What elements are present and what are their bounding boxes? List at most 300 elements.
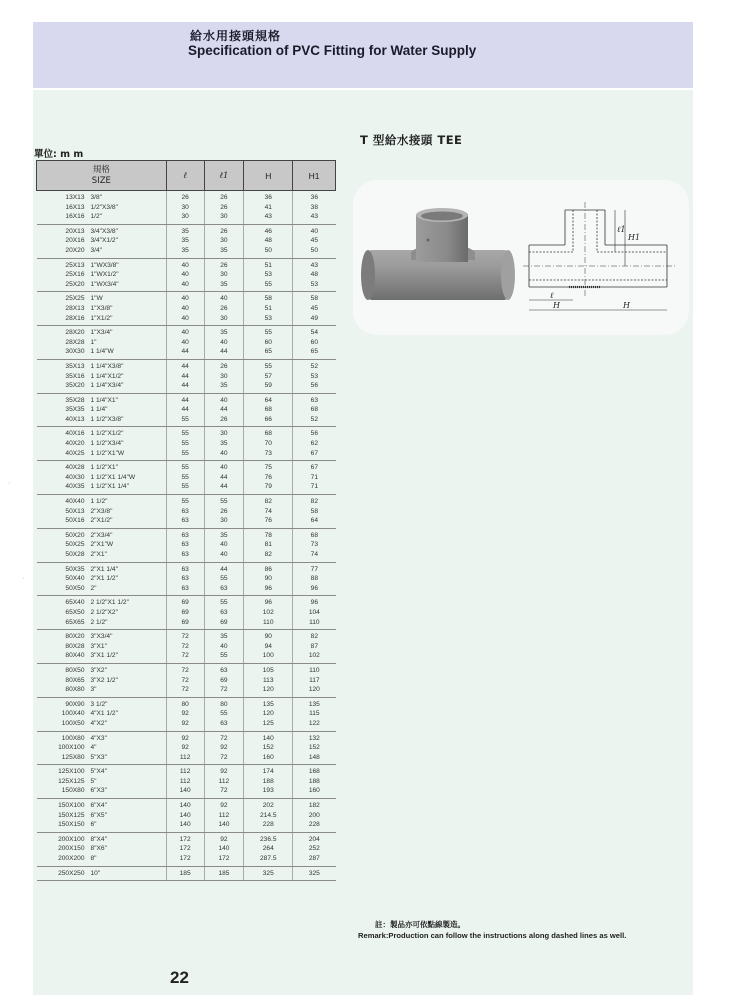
value-H1: 287 [308, 855, 320, 863]
size-inch: 1 1/2"X1" [90, 464, 118, 472]
value-H: 96 [264, 599, 272, 607]
size-cell [37, 731, 167, 765]
size-line [37, 294, 166, 304]
size-line [37, 328, 166, 338]
size-inch: 2 1/2"X2" [90, 608, 118, 616]
value-l: 44 [181, 396, 189, 404]
header-l1: ℓ1 [204, 161, 244, 191]
value-H: 55 [264, 280, 272, 288]
page-number: 22 [170, 968, 189, 987]
size-line [37, 598, 166, 608]
size-inch: 1"W [90, 295, 103, 303]
value-cell-H1 [293, 866, 336, 881]
size-line [37, 246, 166, 256]
size-cell [37, 359, 167, 393]
size-mm: 25X25 [65, 295, 85, 303]
unit-label: 單位: m m [34, 149, 84, 160]
value-l: 35 [181, 237, 189, 245]
value-l1: 26 [220, 227, 228, 235]
table-row-group [37, 866, 336, 881]
size-line [37, 574, 166, 584]
size-mm: 65X65 [65, 618, 85, 626]
size-inch: 2 1/2" [90, 618, 108, 626]
size-inch: 1 1/2"X3/4" [90, 440, 124, 448]
value-cell-H [244, 427, 293, 461]
size-inch: 1 1/4"X3/8" [90, 362, 124, 370]
value-l1: 69 [220, 676, 228, 684]
value-l: 140 [179, 802, 191, 810]
value-l: 55 [181, 464, 189, 472]
size-mm: 200X100 [58, 835, 85, 843]
value-H1: 74 [310, 551, 318, 558]
size-mm: 150X150 [58, 821, 85, 829]
value-l1: 69 [220, 618, 228, 626]
value-l: 112 [179, 768, 191, 776]
tee-left-end [361, 250, 375, 300]
value-l: 112 [179, 753, 191, 761]
drawing-label-H1: H1 [628, 233, 641, 242]
value-H1: 152 [308, 744, 320, 752]
value-H1: 67 [310, 449, 318, 457]
value-H: 96 [264, 584, 272, 592]
value-l: 35 [181, 227, 189, 235]
value-cell-l [166, 596, 204, 630]
value-l: 55 [181, 415, 189, 423]
size-cell [37, 461, 167, 495]
value-l: 63 [181, 584, 189, 592]
value-l: 92 [181, 710, 189, 718]
table-row-group [37, 495, 336, 529]
size-mm: 80X20 [65, 633, 85, 641]
size-mm: 16X13 [65, 203, 85, 211]
size-mm: 250X250 [58, 869, 85, 877]
value-cell-l [166, 765, 204, 799]
size-line [37, 786, 166, 796]
size-mm: 50X35 [65, 565, 85, 573]
value-H1: 49 [310, 314, 318, 322]
value-l: 72 [181, 676, 189, 684]
value-l: 140 [179, 811, 191, 819]
value-H: 90 [264, 633, 272, 641]
value-cell-H [244, 562, 293, 596]
value-H1: 38 [310, 203, 318, 211]
size-line [37, 227, 166, 237]
value-H: 120 [262, 686, 274, 694]
value-l1: 172 [218, 855, 230, 863]
table-row-group [37, 697, 336, 731]
value-l1: 44 [220, 483, 228, 491]
size-inch: 2"X1" [90, 551, 107, 558]
value-H: 59 [264, 382, 272, 390]
size-line [37, 835, 166, 845]
size-inch: 1 1/4"X1" [90, 396, 118, 404]
size-line [37, 811, 166, 821]
value-cell-l [166, 799, 204, 833]
tee-right-end [501, 250, 515, 300]
value-H1: 117 [309, 676, 320, 684]
size-mm: 16X16 [65, 213, 85, 221]
value-H: 202 [262, 802, 274, 810]
size-mm: 40X30 [65, 473, 85, 481]
tee-photo [361, 208, 515, 300]
value-H: 73 [264, 449, 272, 457]
size-mm: 25X13 [65, 261, 85, 269]
size-inch: 3 1/2" [90, 700, 108, 708]
value-l: 112 [179, 777, 191, 785]
size-mm: 28X16 [65, 314, 85, 322]
size-inch: 3"X1" [90, 642, 107, 650]
value-l1: 63 [220, 719, 228, 727]
value-H1: 65 [310, 348, 318, 356]
value-cell-l [166, 562, 204, 596]
table-row-group [37, 393, 336, 427]
scan-speck: · [22, 575, 25, 582]
value-H1: 64 [310, 517, 318, 525]
size-inch: 1 1/4" [90, 406, 108, 414]
value-cell-l1 [204, 528, 244, 562]
size-line [37, 767, 166, 777]
value-cell-H1 [293, 731, 336, 765]
value-H1: 182 [308, 802, 320, 810]
size-cell [37, 832, 167, 866]
value-H: 51 [264, 304, 272, 312]
size-inch: 1 1/2"X1"W [90, 449, 125, 457]
value-cell-l [166, 427, 204, 461]
size-inch: 2"X1/2" [90, 517, 113, 525]
value-H1: 73 [310, 541, 318, 549]
value-l: 69 [181, 618, 189, 626]
size-mm: 35X16 [65, 372, 85, 380]
value-l1: 35 [220, 246, 228, 254]
size-inch: 5"X3" [90, 753, 107, 761]
value-cell-l1 [204, 326, 244, 360]
value-l1: 30 [220, 314, 228, 322]
value-l: 55 [181, 449, 189, 457]
size-line [37, 685, 166, 695]
size-mm: 40X28 [65, 464, 85, 472]
size-mm: 125X100 [58, 768, 85, 776]
size-mm: 20X16 [65, 237, 85, 245]
drawing-label-H-left: H [553, 301, 560, 310]
header-size-en: SIZE [91, 175, 111, 186]
value-l1: 35 [220, 329, 228, 337]
value-cell-l [166, 731, 204, 765]
value-H1: 96 [310, 584, 318, 592]
value-H: 125 [262, 719, 274, 727]
value-cell-l1 [204, 630, 244, 664]
size-mm: 200X200 [58, 855, 85, 863]
size-mm: 40X20 [65, 440, 85, 448]
table-row-group [37, 630, 336, 664]
value-l1: 35 [220, 531, 228, 539]
value-H: 214.5 [260, 811, 277, 819]
value-cell-l [166, 191, 204, 225]
size-inch: 3"X3/4" [90, 633, 113, 641]
size-line [37, 362, 166, 372]
value-cell-H1 [293, 292, 336, 326]
spec-table-body [37, 191, 336, 881]
tee-technical-drawing [523, 202, 675, 310]
value-cell-H [244, 224, 293, 258]
size-mm: 35X35 [65, 406, 85, 414]
value-H1: 62 [310, 440, 318, 448]
value-H1: 36 [310, 194, 318, 201]
size-inch: 1"X1/2" [90, 314, 113, 322]
size-line [37, 540, 166, 550]
size-cell [37, 697, 167, 731]
value-H: 264 [262, 845, 274, 853]
size-line [37, 743, 166, 753]
value-H: 160 [262, 753, 274, 761]
value-cell-H1 [293, 765, 336, 799]
size-line [37, 777, 166, 787]
value-l1: 26 [220, 362, 228, 370]
value-H1: 160 [308, 787, 320, 795]
value-cell-l1 [204, 359, 244, 393]
size-mm: 150X125 [58, 811, 85, 819]
value-H1: 58 [310, 507, 318, 515]
value-H: 287.5 [260, 855, 277, 863]
value-l1: 26 [220, 415, 228, 423]
value-H: 75 [264, 464, 272, 472]
size-cell [37, 427, 167, 461]
size-inch: 1 1/2"X3/8" [90, 415, 124, 423]
value-l: 44 [181, 348, 189, 356]
size-line [37, 854, 166, 864]
value-H: 66 [264, 415, 272, 423]
size-line [37, 820, 166, 830]
size-line [37, 372, 166, 382]
size-inch: 6"X5" [90, 811, 107, 819]
size-mm: 50X20 [65, 531, 85, 539]
size-inch: 3/4"X1/2" [90, 237, 118, 245]
size-cell [37, 866, 167, 881]
value-H1: 87 [310, 642, 318, 650]
value-H: 188 [262, 777, 274, 785]
value-cell-H [244, 630, 293, 664]
value-l1: 30 [220, 237, 228, 245]
value-l: 69 [181, 608, 189, 616]
value-cell-H1 [293, 461, 336, 495]
value-l: 80 [181, 700, 189, 708]
size-inch: 6"X4" [90, 802, 107, 810]
value-H: 46 [264, 227, 272, 235]
table-row-group [37, 326, 336, 360]
scan-speck: · [8, 480, 11, 487]
value-H: 60 [264, 338, 272, 346]
size-mm: 80X28 [65, 642, 85, 650]
value-H1: 104 [308, 608, 320, 616]
value-H1: 122 [308, 719, 320, 727]
value-H1: 120 [308, 686, 320, 694]
value-cell-l1 [204, 393, 244, 427]
size-line [37, 405, 166, 415]
value-l1: 26 [220, 194, 228, 201]
value-l: 63 [181, 551, 189, 558]
size-line [37, 666, 166, 676]
value-H1: 53 [310, 280, 318, 288]
value-H: 86 [264, 565, 272, 573]
value-l1: 26 [220, 304, 228, 312]
value-l: 35 [181, 246, 189, 254]
value-l: 55 [181, 440, 189, 448]
value-cell-l [166, 630, 204, 664]
size-mm: 50X50 [65, 584, 85, 592]
size-inch: 3"X1 1/2" [90, 652, 118, 660]
size-inch: 1 1/4"W [90, 348, 114, 356]
value-l1: 30 [220, 517, 228, 525]
size-mm: 65X40 [65, 599, 85, 607]
value-l1: 35 [220, 440, 228, 448]
value-l: 40 [181, 304, 189, 312]
size-mm: 50X28 [65, 551, 85, 558]
size-line [37, 381, 166, 391]
value-l: 172 [179, 835, 191, 843]
value-cell-H1 [293, 258, 336, 292]
size-line [37, 236, 166, 246]
value-l: 40 [181, 338, 189, 346]
value-H1: 168 [308, 768, 320, 776]
size-line [37, 497, 166, 507]
value-l1: 92 [220, 768, 228, 776]
size-inch: 1 1/2"X1/2" [90, 430, 124, 438]
size-cell [37, 765, 167, 799]
header-size [37, 161, 167, 191]
value-cell-l1 [204, 258, 244, 292]
value-H1: 68 [310, 406, 318, 414]
value-l1: 40 [220, 551, 228, 558]
size-line [37, 642, 166, 652]
value-cell-l [166, 528, 204, 562]
value-H1: 110 [309, 618, 320, 626]
value-H1: 82 [310, 633, 318, 641]
value-H: 82 [264, 551, 272, 558]
size-mm: 100X40 [61, 710, 85, 718]
value-l1: 63 [220, 666, 228, 674]
size-line [37, 632, 166, 642]
value-l: 185 [179, 869, 191, 877]
value-l: 63 [181, 517, 189, 525]
value-l: 63 [181, 565, 189, 573]
size-mm: 13X13 [65, 194, 85, 201]
size-line [37, 212, 166, 222]
size-inch: 1/2" [90, 213, 103, 221]
value-H1: 96 [310, 599, 318, 607]
size-inch: 8"X6" [90, 845, 107, 853]
size-cell [37, 326, 167, 360]
value-H: 68 [264, 406, 272, 414]
size-line [37, 338, 166, 348]
value-cell-H [244, 258, 293, 292]
size-mm: 65X50 [65, 608, 85, 616]
size-cell [37, 495, 167, 529]
size-line [37, 584, 166, 594]
value-H1: 77 [310, 565, 318, 573]
value-cell-l [166, 292, 204, 326]
value-H1: 50 [310, 246, 318, 254]
value-H: 68 [264, 430, 272, 438]
remark-zh: 註：製品亦可依點線製造。 [375, 920, 465, 929]
size-mm: 200X150 [58, 845, 85, 853]
value-l1: 35 [220, 633, 228, 641]
size-mm: 25X16 [65, 271, 85, 279]
size-line [37, 869, 166, 879]
value-H: 140 [262, 734, 274, 742]
value-H: 74 [264, 507, 272, 515]
value-H: 102 [262, 608, 274, 616]
value-H1: 188 [308, 777, 320, 785]
value-l1: 185 [218, 869, 230, 877]
size-inch: 2"X1"W [90, 541, 114, 549]
value-l: 30 [181, 213, 189, 221]
size-mm: 35X13 [65, 362, 85, 370]
size-cell [37, 663, 167, 697]
value-l: 92 [181, 734, 189, 742]
size-line [37, 734, 166, 744]
size-mm: 28X28 [65, 338, 85, 346]
size-line [37, 304, 166, 314]
value-H1: 52 [310, 362, 318, 370]
size-line [37, 280, 166, 290]
table-row-group [37, 562, 336, 596]
value-H: 193 [262, 787, 274, 795]
size-mm: 20X13 [65, 227, 85, 235]
value-H1: 56 [310, 382, 318, 390]
size-line [37, 463, 166, 473]
value-H1: 132 [308, 734, 320, 742]
value-H: 51 [264, 261, 272, 269]
value-cell-H [244, 191, 293, 225]
value-cell-H1 [293, 326, 336, 360]
value-H: 58 [264, 295, 272, 303]
value-H: 105 [262, 666, 274, 674]
value-l1: 40 [220, 464, 228, 472]
size-mm: 40X13 [65, 415, 85, 423]
value-l: 72 [181, 633, 189, 641]
value-l: 40 [181, 261, 189, 269]
value-l1: 26 [220, 203, 228, 211]
size-mm: 40X25 [65, 449, 85, 457]
value-cell-l1 [204, 224, 244, 258]
value-H: 113 [263, 676, 274, 684]
value-l: 63 [181, 541, 189, 549]
size-line [37, 314, 166, 324]
value-H: 110 [263, 618, 274, 626]
value-H: 78 [264, 531, 272, 539]
value-l: 40 [181, 314, 189, 322]
table-row-group [37, 731, 336, 765]
size-mm: 50X25 [65, 541, 85, 549]
header-H1: H1 [293, 161, 336, 191]
size-mm: 35X20 [65, 382, 85, 390]
size-line [37, 415, 166, 425]
size-mm: 40X16 [65, 430, 85, 438]
size-line [37, 550, 166, 560]
value-l1: 40 [220, 295, 228, 303]
value-l1: 140 [218, 821, 230, 829]
value-H: 174 [262, 768, 274, 776]
value-l: 69 [181, 599, 189, 607]
size-inch: 8"X4" [90, 835, 107, 843]
size-line [37, 719, 166, 729]
size-cell [37, 596, 167, 630]
value-l: 40 [181, 271, 189, 279]
value-H1: 56 [310, 430, 318, 438]
size-mm: 100X80 [61, 734, 85, 742]
value-cell-l [166, 326, 204, 360]
size-mm: 150X80 [61, 787, 85, 795]
value-cell-l [166, 832, 204, 866]
